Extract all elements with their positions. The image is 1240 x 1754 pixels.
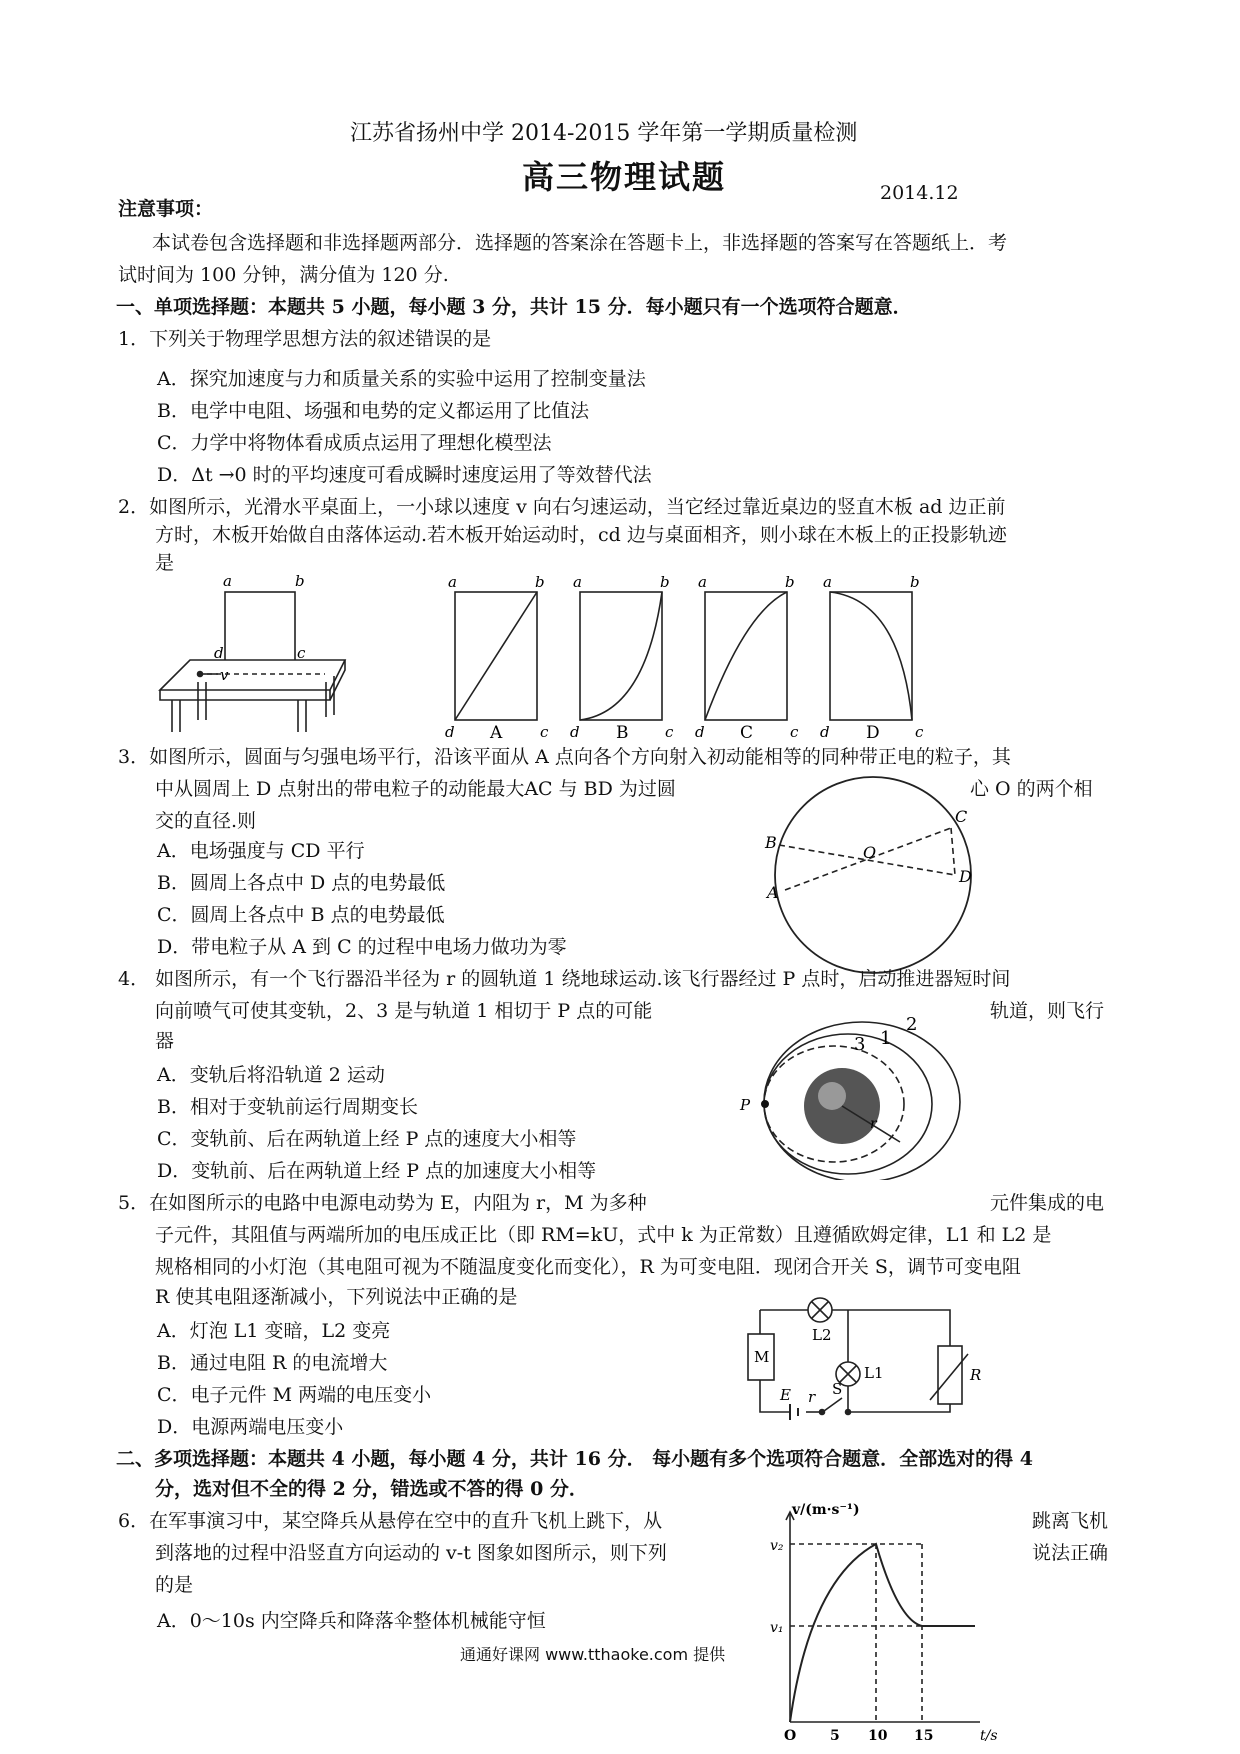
option-a: A．灯泡 L1 变暗，L2 变亮 <box>157 1320 391 1342</box>
label-o: O <box>863 843 877 862</box>
exam-date: 2014.12 <box>880 182 959 204</box>
question-stem: 5．在如图所示的电路中电源电动势为 E，内阻为 r，M 为多种 <box>118 1192 647 1214</box>
y-axis-label: v/(m·s⁻¹) <box>792 1502 860 1518</box>
option-d: D．变轨前、后在两轨道上经 P 点的加速度大小相等 <box>157 1160 597 1182</box>
label-p: P <box>740 1096 751 1114</box>
option-d: D．电源两端电压变小 <box>157 1416 344 1438</box>
question-stem: 方时，木板开始做自由落体运动.若木板开始运动时，cd 边与桌面相齐，则小球在木板上的正投影轨迹 <box>155 524 1007 546</box>
question-stem: 规格相同的小灯泡（其电阻可视为不随温度变化而变化），R 为可变电阻．现闭合开关 S，调节可变电阻 <box>155 1256 1021 1278</box>
label-b: b <box>785 573 795 591</box>
tick-15: 15 <box>914 1728 934 1744</box>
x-axis-label: t/s <box>980 1728 998 1744</box>
exam-title: 高三物理试题 <box>522 158 727 196</box>
notice-line: 本试卷包含选择题和非选择题两部分．选择题的答案涂在答题卡上，非选择题的答案写在答题纸上．考 <box>152 232 1008 254</box>
question-stem: 交的直径.则 <box>155 810 257 832</box>
question-stem: R 使其电阻逐渐减小，下列说法中正确的是 <box>155 1286 518 1308</box>
question-stem: 器 <box>155 1030 175 1052</box>
label-a: a <box>573 573 582 591</box>
orbit-label-1: 1 <box>880 1028 892 1049</box>
label-r: r <box>870 1116 877 1132</box>
option-c: C．变轨前、后在两轨道上经 P 点的速度大小相等 <box>157 1128 577 1150</box>
option-a: A．0～10s 内空降兵和降落伞整体机械能守恒 <box>157 1610 546 1632</box>
q4-orbit-figure <box>730 1000 1000 1180</box>
option-label-b: B <box>616 723 629 740</box>
label-b: B <box>765 833 777 852</box>
option-c: C．力学中将物体看成质点运用了理想化模型法 <box>157 432 552 454</box>
option-b: B．电学中电阻、场强和电势的定义都运用了比值法 <box>157 400 589 422</box>
orbit-label-3: 3 <box>854 1034 866 1055</box>
label-b: b <box>910 573 920 591</box>
question-stem: 跳离飞机 <box>1032 1510 1109 1532</box>
label-r: R <box>970 1366 982 1384</box>
option-a: A．变轨后将沿轨道 2 运动 <box>157 1064 385 1086</box>
label-b: b <box>295 572 305 590</box>
label-d: d <box>570 723 580 740</box>
label-l1: L1 <box>864 1364 884 1382</box>
label-c: c <box>665 723 674 740</box>
option-b-box <box>580 592 662 720</box>
orbit-label-2: 2 <box>906 1014 918 1035</box>
option-c-box <box>705 592 787 720</box>
option-a-box <box>455 592 537 720</box>
option-b: B．通过电阻 R 的电流增大 <box>157 1352 388 1374</box>
section-heading: 分，选对但不全的得 2 分，错选或不答的得 0 分． <box>155 1478 588 1500</box>
option-d-box <box>830 592 912 720</box>
q5-circuit-figure <box>740 1282 1000 1432</box>
option-d: D．带电粒子从 A 到 C 的过程中电场力做功为零 <box>157 936 567 958</box>
question-stem: 说法正确 <box>1032 1542 1109 1564</box>
question-stem: 3．如图所示，圆面与匀强电场平行，沿该平面从 A 点向各个方向射入初动能相等的同种带正电的粒子，其 <box>118 746 1011 768</box>
label-l2: L2 <box>812 1326 832 1344</box>
notice-line: 试时间为 100 分钟，满分值为 120 分. <box>118 264 449 286</box>
q6-vt-graph <box>770 1500 1010 1750</box>
option-label-a: A <box>490 723 503 740</box>
tick-v2: v₂ <box>770 1538 784 1554</box>
label-a: a <box>698 573 707 591</box>
school-title: 江苏省扬州中学 2014-2015 学年第一学期质量检测 <box>350 121 858 146</box>
switch-s <box>824 1398 842 1411</box>
label-d: d <box>445 723 455 740</box>
label-small-r: r <box>808 1388 816 1406</box>
question-stem: 6．在军事演习中，某空降兵从悬停在空中的直升飞机上跳下，从 <box>118 1510 663 1532</box>
label-m: M <box>754 1348 770 1366</box>
label-b: b <box>535 573 545 591</box>
question-stem: 的是 <box>155 1574 194 1596</box>
label-s: S <box>832 1380 843 1398</box>
label-c: c <box>297 644 306 662</box>
label-c: c <box>540 723 549 740</box>
label-d: d <box>695 723 705 740</box>
q3-circle-figure <box>755 770 985 980</box>
label-c: c <box>790 723 799 740</box>
vt-curve <box>790 1544 975 1722</box>
footer-watermark: 通通好课网 www.tthaoke.com 提供 <box>460 1645 726 1664</box>
section-heading: 二、多项选择题：本题共 4 小题，每小题 4 分，共计 16 分． 每小题有多个选项符合题意．全部选对的得 4 <box>116 1448 1034 1470</box>
label-c: c <box>915 723 924 740</box>
option-c: C．电子元件 M 两端的电压变小 <box>157 1384 432 1406</box>
question-stem: 轨道，则飞行 <box>990 1000 1105 1022</box>
label-e: E <box>780 1386 791 1404</box>
question-stem: 是 <box>155 552 175 574</box>
question-stem: 向前喷气可使其变轨，2、3 是与轨道 1 相切于 P 点的可能 <box>155 1000 653 1022</box>
question-stem: 中从圆周上 D 点射出的带电粒子的动能最大AC 与 BD 为过圆 <box>155 778 676 800</box>
option-label-d: D <box>866 723 880 740</box>
tick-10: 10 <box>868 1728 888 1744</box>
table-diagram <box>160 592 345 732</box>
section-heading: 一、单项选择题：本题共 5 小题，每小题 3 分，共计 15 分．每小题只有一个选项符合题意． <box>116 296 912 318</box>
label-c: C <box>955 807 968 826</box>
label-a: a <box>823 573 832 591</box>
label-b: b <box>660 573 670 591</box>
option-b: B．圆周上各点中 D 点的电势最低 <box>157 872 446 894</box>
label-a: A <box>767 883 779 902</box>
question-stem: 心 O 的两个相 <box>970 778 1093 800</box>
label-d: d <box>214 644 224 662</box>
tick-origin: O <box>784 1728 797 1744</box>
notice-heading: 注意事项： <box>118 198 214 220</box>
tick-v1: v₁ <box>770 1620 784 1636</box>
question-stem: 2．如图所示，光滑水平桌面上，一小球以速度 v 向右匀速运动，当它经过靠近桌边的竖直木板 ad 边正前 <box>118 496 1006 518</box>
tick-5: 5 <box>830 1728 840 1744</box>
question-stem: 元件集成的电 <box>990 1192 1105 1214</box>
option-c: C．圆周上各点中 B 点的电势最低 <box>157 904 445 926</box>
label-a: a <box>448 573 457 591</box>
option-label-c: C <box>740 723 754 740</box>
label-d: d <box>820 723 830 740</box>
question-stem: 1．下列关于物理学思想方法的叙述错误的是 <box>118 328 492 350</box>
question-stem: 4． 如图所示，有一个飞行器沿半径为 r 的圆轨道 1 绕地球运动.该飞行器经过 P 点时，启动推进器短时间 <box>118 968 1011 990</box>
option-a: A．电场强度与 CD 平行 <box>157 840 365 862</box>
label-d: D <box>959 867 972 886</box>
question-stem: 子元件，其阻值与两端所加的电压成正比（即 RM=kU，式中 k 为正常数）且遵循欧姆定律，L1 和 L2 是 <box>155 1224 1052 1246</box>
question-stem: 到落地的过程中沿竖直方向运动的 v-t 图象如图所示，则下列 <box>155 1542 667 1564</box>
option-d: D．Δt →0 时的平均速度可看成瞬时速度运用了等效替代法 <box>157 464 652 486</box>
label-a: a <box>223 572 232 590</box>
option-b: B．相对于变轨前运行周期变长 <box>157 1096 418 1118</box>
q2-figure <box>150 572 1050 740</box>
option-a: A．探究加速度与力和质量关系的实验中运用了控制变量法 <box>157 368 646 390</box>
label-v: v <box>220 666 229 684</box>
